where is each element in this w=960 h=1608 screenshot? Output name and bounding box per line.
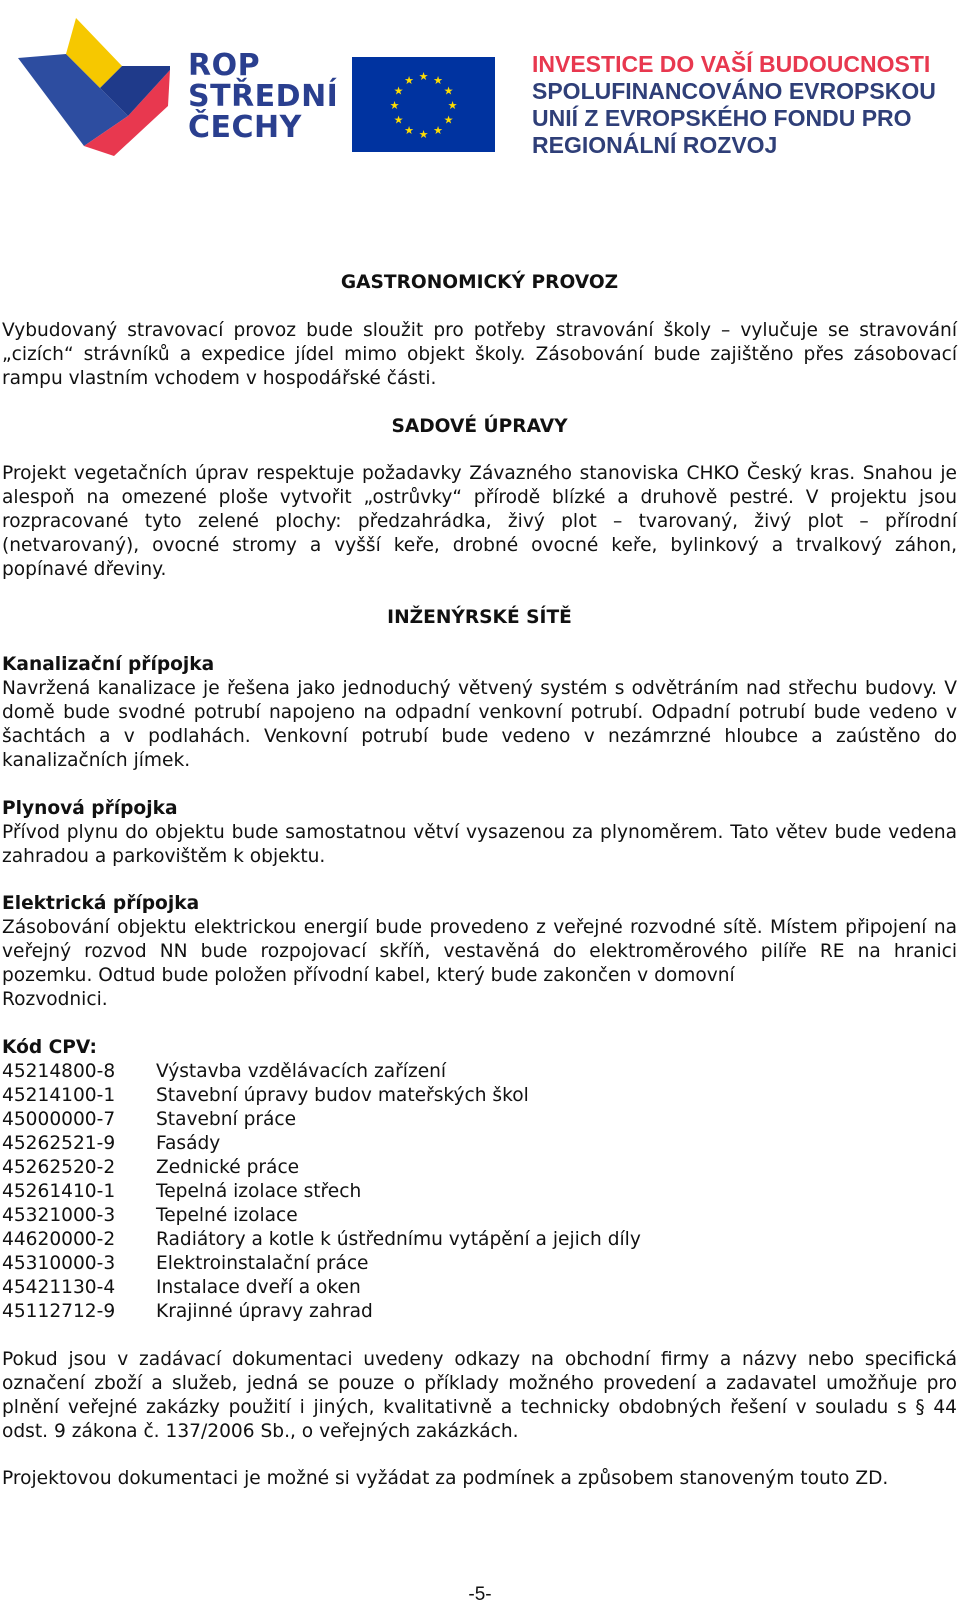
cpv-row [2, 1108, 957, 1132]
cpv-row [2, 1180, 957, 1204]
cpv-heading: Kód CPV: [2, 1037, 97, 1058]
cpv-code: 45214800-8 [2, 1061, 116, 1082]
svg-text:★: ★ [393, 84, 404, 98]
cpv-list [2, 1060, 957, 1324]
cpv-row [2, 1084, 957, 1108]
cpv-name: Stavební úpravy budov mateřských škol [156, 1085, 529, 1106]
eu-line-3: UNIÍ Z EVROPSKÉHO FONDU PRO [532, 105, 912, 131]
svg-text:★: ★ [404, 74, 414, 87]
rop-logo-mark [18, 18, 170, 156]
cpv-code: 45310000-3 [2, 1253, 116, 1274]
cpv-code: 45214100-1 [2, 1085, 116, 1106]
page-number: -5- [468, 1584, 492, 1605]
rop-line-2: STŘEDNÍ [188, 79, 339, 114]
svg-text:★: ★ [404, 124, 414, 137]
closing-paragraph-2: Projektovou dokumentaci je možné si vyžádat za podmínek a způsobem stanoveným touto ZD. [2, 1468, 889, 1489]
cpv-name: Výstavba vzdělávacích zařízení [156, 1061, 447, 1082]
svg-text:★: ★ [418, 70, 429, 83]
svg-text:★: ★ [447, 99, 458, 112]
rop-line-3: ČECHY [188, 110, 302, 145]
gastro-paragraph: Vybudovaný stravovací provoz bude sloužit pro potřeby stravování školy – vylučuje se stravování „cizích“ strávníků a expedice jídel mimo objekt školy. Zásobování bude zajištěno přes zásobovací rampu vlastním vchodem v hospodářské části. [2, 320, 957, 389]
cpv-row [2, 1300, 957, 1324]
eu-funding-text [532, 51, 936, 159]
eu-line-1: INVESTICE DO VAŠÍ BUDOUCNOSTI [532, 51, 931, 77]
cpv-name: Tepelné izolace [156, 1205, 298, 1226]
cpv-name: Stavební práce [156, 1109, 297, 1130]
elektro-paragraph [2, 916, 957, 1012]
eu-line-2: SPOLUFINANCOVÁNO EVROPSKOU [532, 78, 936, 104]
kanal-subheading: Kanalizační přípojka [2, 654, 215, 675]
cpv-code: 45321000-3 [2, 1205, 116, 1226]
elektro-subheading: Elektrická přípojka [2, 893, 200, 914]
cpv-name: Instalace dveří a oken [156, 1277, 361, 1298]
svg-text:★: ★ [389, 99, 400, 112]
svg-text:★: ★ [418, 128, 429, 141]
elektro-text-2: Rozvodnici. [2, 989, 108, 1010]
cpv-code: 45000000-7 [2, 1109, 116, 1130]
svg-text:★: ★ [443, 84, 454, 98]
svg-text:★: ★ [433, 74, 443, 87]
header-logos [0, 0, 960, 180]
cpv-code: 45261410-1 [2, 1181, 116, 1202]
eu-line-4: REGIONÁLNÍ ROZVOJ [532, 132, 778, 158]
cpv-row [2, 1276, 957, 1300]
cpv-name: Tepelná izolace střech [156, 1181, 362, 1202]
svg-text:★: ★ [443, 113, 454, 127]
cpv-name: Radiátory a kotle k ústřednímu vytápění a jejich díly [156, 1229, 641, 1250]
cpv-code: 45262520-2 [2, 1157, 116, 1178]
gastro-heading: GASTRONOMICKÝ PROVOZ [340, 272, 619, 293]
cpv-name: Krajinné úpravy zahrad [156, 1301, 373, 1322]
cpv-row [2, 1228, 957, 1252]
rop-logo-text [188, 50, 338, 143]
cpv-row [2, 1204, 957, 1228]
plyn-paragraph: Přívod plynu do objektu bude samostatnou větví vysazenou za plynoměrem. Tato větev bude vedena zahradou a parkovištěm k objektu. [2, 822, 957, 867]
site-heading: INŽENÝRSKÉ SÍTĚ [387, 607, 572, 628]
sadove-heading: SADOVÉ ÚPRAVY [391, 416, 568, 437]
cpv-row [2, 1156, 957, 1180]
cpv-code: 45421130-4 [2, 1277, 116, 1298]
plyn-subheading: Plynová přípojka [2, 798, 178, 819]
eu-flag-icon [352, 57, 495, 152]
cpv-code: 44620000-2 [2, 1229, 116, 1250]
cpv-code: 45262521-9 [2, 1133, 116, 1154]
closing-paragraph-1: Pokud jsou v zadávací dokumentaci uvedeny odkazy na obchodní firmy a názvy nebo specifická označení zboží a služeb, jedná se pouze o příklady možného provedení a zadavatel umožňuje pro plnění veřejné zakázky použití i jiných, kvalitativně a technicky obdobných řešení v souladu s § 44 odst. 9 zákona č. 137/2006 Sb., o veřejných zakázkách. [2, 1349, 957, 1442]
cpv-name: Zednické práce [156, 1157, 300, 1178]
cpv-name: Elektroinstalační práce [156, 1253, 369, 1274]
cpv-row [2, 1060, 957, 1084]
kanal-paragraph: Navržená kanalizace je řešena jako jednoduchý větvený systém s odvětráním nad střechu budovy. V domě bude svodné potrubí napojeno na odpadní venkovní potrubí. Odpadní potrubí bude vedeno v šachtách a v podlahách. Venkovní potrubí bude vedeno v nezámrzné hloubce a zaústěno do kanalizačních jímek. [2, 678, 957, 771]
svg-text:★: ★ [433, 124, 443, 137]
cpv-row [2, 1132, 957, 1156]
sadove-paragraph: Projekt vegetačních úprav respektuje požadavky Závazného stanoviska CHKO Český kras. Snahou je alespoň na omezené ploše vytvořit „ostrůvky“ přírodě blízké a druhově pestré. V projektu jsou rozpracované tyto zelené plochy: předzahrádka, živý plot – tvarovaný, živý plot – přírodní (netvarovaný), ovocné stromy a vyšší keře, drobné ovocné keře, bylinkový a trvalkový záhon, popínavé dřeviny. [2, 463, 957, 580]
cpv-code: 45112712-9 [2, 1301, 116, 1322]
cpv-row [2, 1252, 957, 1276]
elektro-text-1: Zásobování objektu elektrickou energií bude provedeno z veřejné rozvodné sítě. Místem připojení na veřejný rozvod NN bude rozpojovací skříň, vestavěná do elektroměrového pilíře RE na hranici pozemku. Odtud bude položen přívodní kabel, který bude zakončen v domovní [2, 917, 957, 986]
cpv-name: Fasády [156, 1133, 221, 1154]
rop-line-1: ROP [188, 48, 261, 83]
svg-text:★: ★ [393, 113, 404, 127]
document-body [2, 271, 957, 1491]
